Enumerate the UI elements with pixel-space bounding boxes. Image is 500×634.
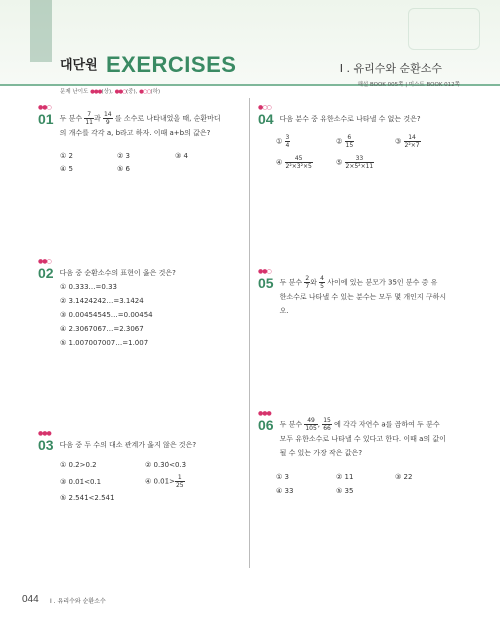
denominator: 4 xyxy=(285,142,290,149)
text-part: 두 분수 xyxy=(279,420,303,429)
denominator: 7 xyxy=(305,283,310,290)
numerator: 15 xyxy=(323,417,331,424)
level-mid-label: (중), xyxy=(126,89,138,95)
choice-text: ④ 0.0̇1̇> xyxy=(145,477,175,486)
choice-mark: ② xyxy=(336,137,343,146)
numerator: 2 xyxy=(305,275,310,282)
column-divider xyxy=(249,98,250,568)
choice-mark: ⑤ xyxy=(336,158,343,167)
chapter-roman-mark xyxy=(30,0,52,62)
problem-06 xyxy=(258,410,480,460)
choice-mark: ③ xyxy=(395,137,402,146)
reference-info: 해설 BOOK 005쪽 | 미스트 BOOK 012쪽 xyxy=(357,82,460,88)
fraction xyxy=(322,417,332,432)
fraction xyxy=(345,155,375,170)
choice[interactable]: ④ 5 xyxy=(60,165,73,173)
dots-mid-icon: ●●○ xyxy=(114,89,126,95)
difficulty-dots-icon: ●●● xyxy=(38,430,51,437)
difficulty-dots-icon: ●●○ xyxy=(38,104,51,111)
difficulty-label: 문제 난이도 xyxy=(60,89,89,95)
text-part: 오. xyxy=(279,307,289,315)
page-number: 044 xyxy=(22,594,39,605)
text-part: 모두 유한소수로 나타낼 수 있다고 한다. 이때 a의 값이 xyxy=(279,435,446,443)
problem-03 xyxy=(38,430,196,453)
fraction xyxy=(319,275,325,290)
text-part: 를 소수로 나타내었을 때, 순환마디 xyxy=(114,114,221,123)
choice[interactable] xyxy=(395,134,421,149)
hex-pattern-decoration xyxy=(408,8,480,50)
choice[interactable]: ⑤ 1.007007007…=1.0̇07̇ xyxy=(60,339,149,347)
difficulty-dots-icon: ●○○ xyxy=(258,104,271,111)
fraction xyxy=(103,111,113,126)
problem-text xyxy=(280,275,480,318)
problem-text xyxy=(60,111,250,140)
choice[interactable]: ⑤ 6 xyxy=(117,165,130,173)
numerator: 49 xyxy=(304,417,317,425)
difficulty-dots-icon: ●●○ xyxy=(258,268,271,275)
denominator: 5 xyxy=(320,283,324,290)
choice[interactable]: ③ 0.0̇1̇<0.1 xyxy=(60,478,102,486)
choice[interactable]: ④ 33 xyxy=(276,487,294,495)
section-en-title: EXERCISES xyxy=(106,52,237,77)
choice[interactable]: ⑤ 35 xyxy=(336,487,354,495)
fraction xyxy=(345,134,355,149)
choice[interactable]: ② 11 xyxy=(336,473,354,481)
denominator: 2×5²×11 xyxy=(345,163,374,170)
numerator: 33 xyxy=(345,155,375,163)
choice[interactable] xyxy=(145,474,185,489)
choice[interactable]: ③ 4 xyxy=(175,152,188,160)
problem-04 xyxy=(258,104,421,127)
text-part: 의 개수를 각각 a, b라고 하자. 이때 a+b의 값은? xyxy=(59,129,211,137)
conjunction: 와 xyxy=(310,278,317,287)
problem-number: 06 xyxy=(258,417,274,433)
difficulty-dots-icon: ●●● xyxy=(258,410,271,417)
denominator: 2²×3²×5 xyxy=(285,163,312,170)
denominator: 15 xyxy=(345,142,354,149)
choice[interactable] xyxy=(276,134,290,149)
choice[interactable]: ② 0.3̇0̇<0.3̇ xyxy=(145,461,187,469)
fraction xyxy=(404,134,421,149)
problem-05 xyxy=(258,268,480,318)
choice[interactable]: ① 3 xyxy=(276,473,289,481)
choice[interactable]: ⑤ 2.54̇1̇<2.5̇4̇1̇ xyxy=(60,494,115,502)
numerator: 4 xyxy=(320,275,324,282)
denominator: 66 xyxy=(323,425,331,432)
numerator: 14 xyxy=(404,134,421,142)
numerator: 1 xyxy=(175,474,185,482)
fraction xyxy=(304,417,317,432)
text-part: 두 분수 xyxy=(279,278,303,287)
problem-text: 다음 분수 중 유한소수로 나타낼 수 없는 것은? xyxy=(279,115,421,123)
fraction xyxy=(84,111,94,126)
choice-mark: ① xyxy=(276,137,283,146)
numerator: 3 xyxy=(285,134,290,141)
problem-number: 01 xyxy=(38,111,54,127)
numerator: 45 xyxy=(285,155,313,163)
choice[interactable] xyxy=(276,155,313,170)
denominator: 25 xyxy=(175,482,184,489)
fraction xyxy=(285,134,291,149)
choice[interactable]: ① 0.333…=0.33̇ xyxy=(60,283,117,291)
denominator: 2²×7 xyxy=(404,142,420,149)
choice[interactable]: ① 2 xyxy=(60,152,73,160)
choice-mark: ④ xyxy=(276,158,283,167)
problem-number: 05 xyxy=(258,275,274,291)
conjunction: 과 xyxy=(93,114,101,123)
fraction xyxy=(285,155,313,170)
text-part: 한소수로 나타낼 수 있는 분수는 모두 몇 개인지 구하시 xyxy=(279,293,447,301)
problem-number: 04 xyxy=(258,111,274,127)
choice[interactable]: ② 3 xyxy=(117,152,130,160)
dots-high-icon: ●●● xyxy=(90,89,102,95)
text-part: 에 각각 자연수 a를 곱하여 두 분수 xyxy=(334,420,440,429)
choice[interactable]: ④ 2.3067067…=2.3̇067̇ xyxy=(60,325,144,333)
text-part: 두 분수 xyxy=(59,114,83,123)
level-high-label: (상), xyxy=(101,89,113,95)
text-part: 사이에 있는 분모가 35인 분수 중 유 xyxy=(327,278,438,287)
choice[interactable]: ③ 22 xyxy=(395,473,413,481)
choice[interactable] xyxy=(336,134,354,149)
level-low-label: (하) xyxy=(150,89,161,95)
problem-text: 다음 중 순환소수의 표현이 옳은 것은? xyxy=(59,269,176,277)
numerator: 7 xyxy=(84,111,94,119)
denominator: 9 xyxy=(105,119,110,126)
fraction xyxy=(175,474,185,489)
numerator: 6 xyxy=(345,134,355,142)
problem-number: 02 xyxy=(38,265,54,281)
dots-low-icon: ●○○ xyxy=(139,89,151,95)
problem-01 xyxy=(38,104,250,140)
section-kr-title: 대단원 xyxy=(60,58,98,73)
footer-chapter: I . 유리수와 순환소수 xyxy=(50,598,106,605)
choice[interactable]: ① 0.2̇>0.2 xyxy=(60,461,97,469)
difficulty-dots-icon: ●●○ xyxy=(38,258,51,265)
problem-text: 다음 중 두 수의 대소 관계가 옳지 않은 것은? xyxy=(59,441,197,449)
choice[interactable]: ② 3.1424242…=3.14̇24̇ xyxy=(60,297,144,305)
problem-02 xyxy=(38,258,176,281)
difficulty-legend xyxy=(60,87,160,95)
choice[interactable]: ③ 0.00454545…=0.0045̇4̇ xyxy=(60,311,153,319)
chapter-title: I . 유리수와 순환소수 xyxy=(339,62,442,75)
numerator: 14 xyxy=(103,111,112,118)
denominator: 11 xyxy=(85,119,93,126)
denominator: 105 xyxy=(305,425,317,432)
problem-number: 03 xyxy=(38,437,54,453)
text-part: 될 수 있는 가장 작은 값은? xyxy=(279,449,363,457)
choice[interactable] xyxy=(336,155,374,170)
problem-text: 두 분수 $\frac{49}{105}$ , $\frac{15}{66}$ 에 각각 자연수 a를 곱하여 두 분수 모두 유한소수로 나타낼 수 있다고 한다. 이때 a의 값이 될 수 있는 가장 작은 값은? xyxy=(279,417,446,457)
